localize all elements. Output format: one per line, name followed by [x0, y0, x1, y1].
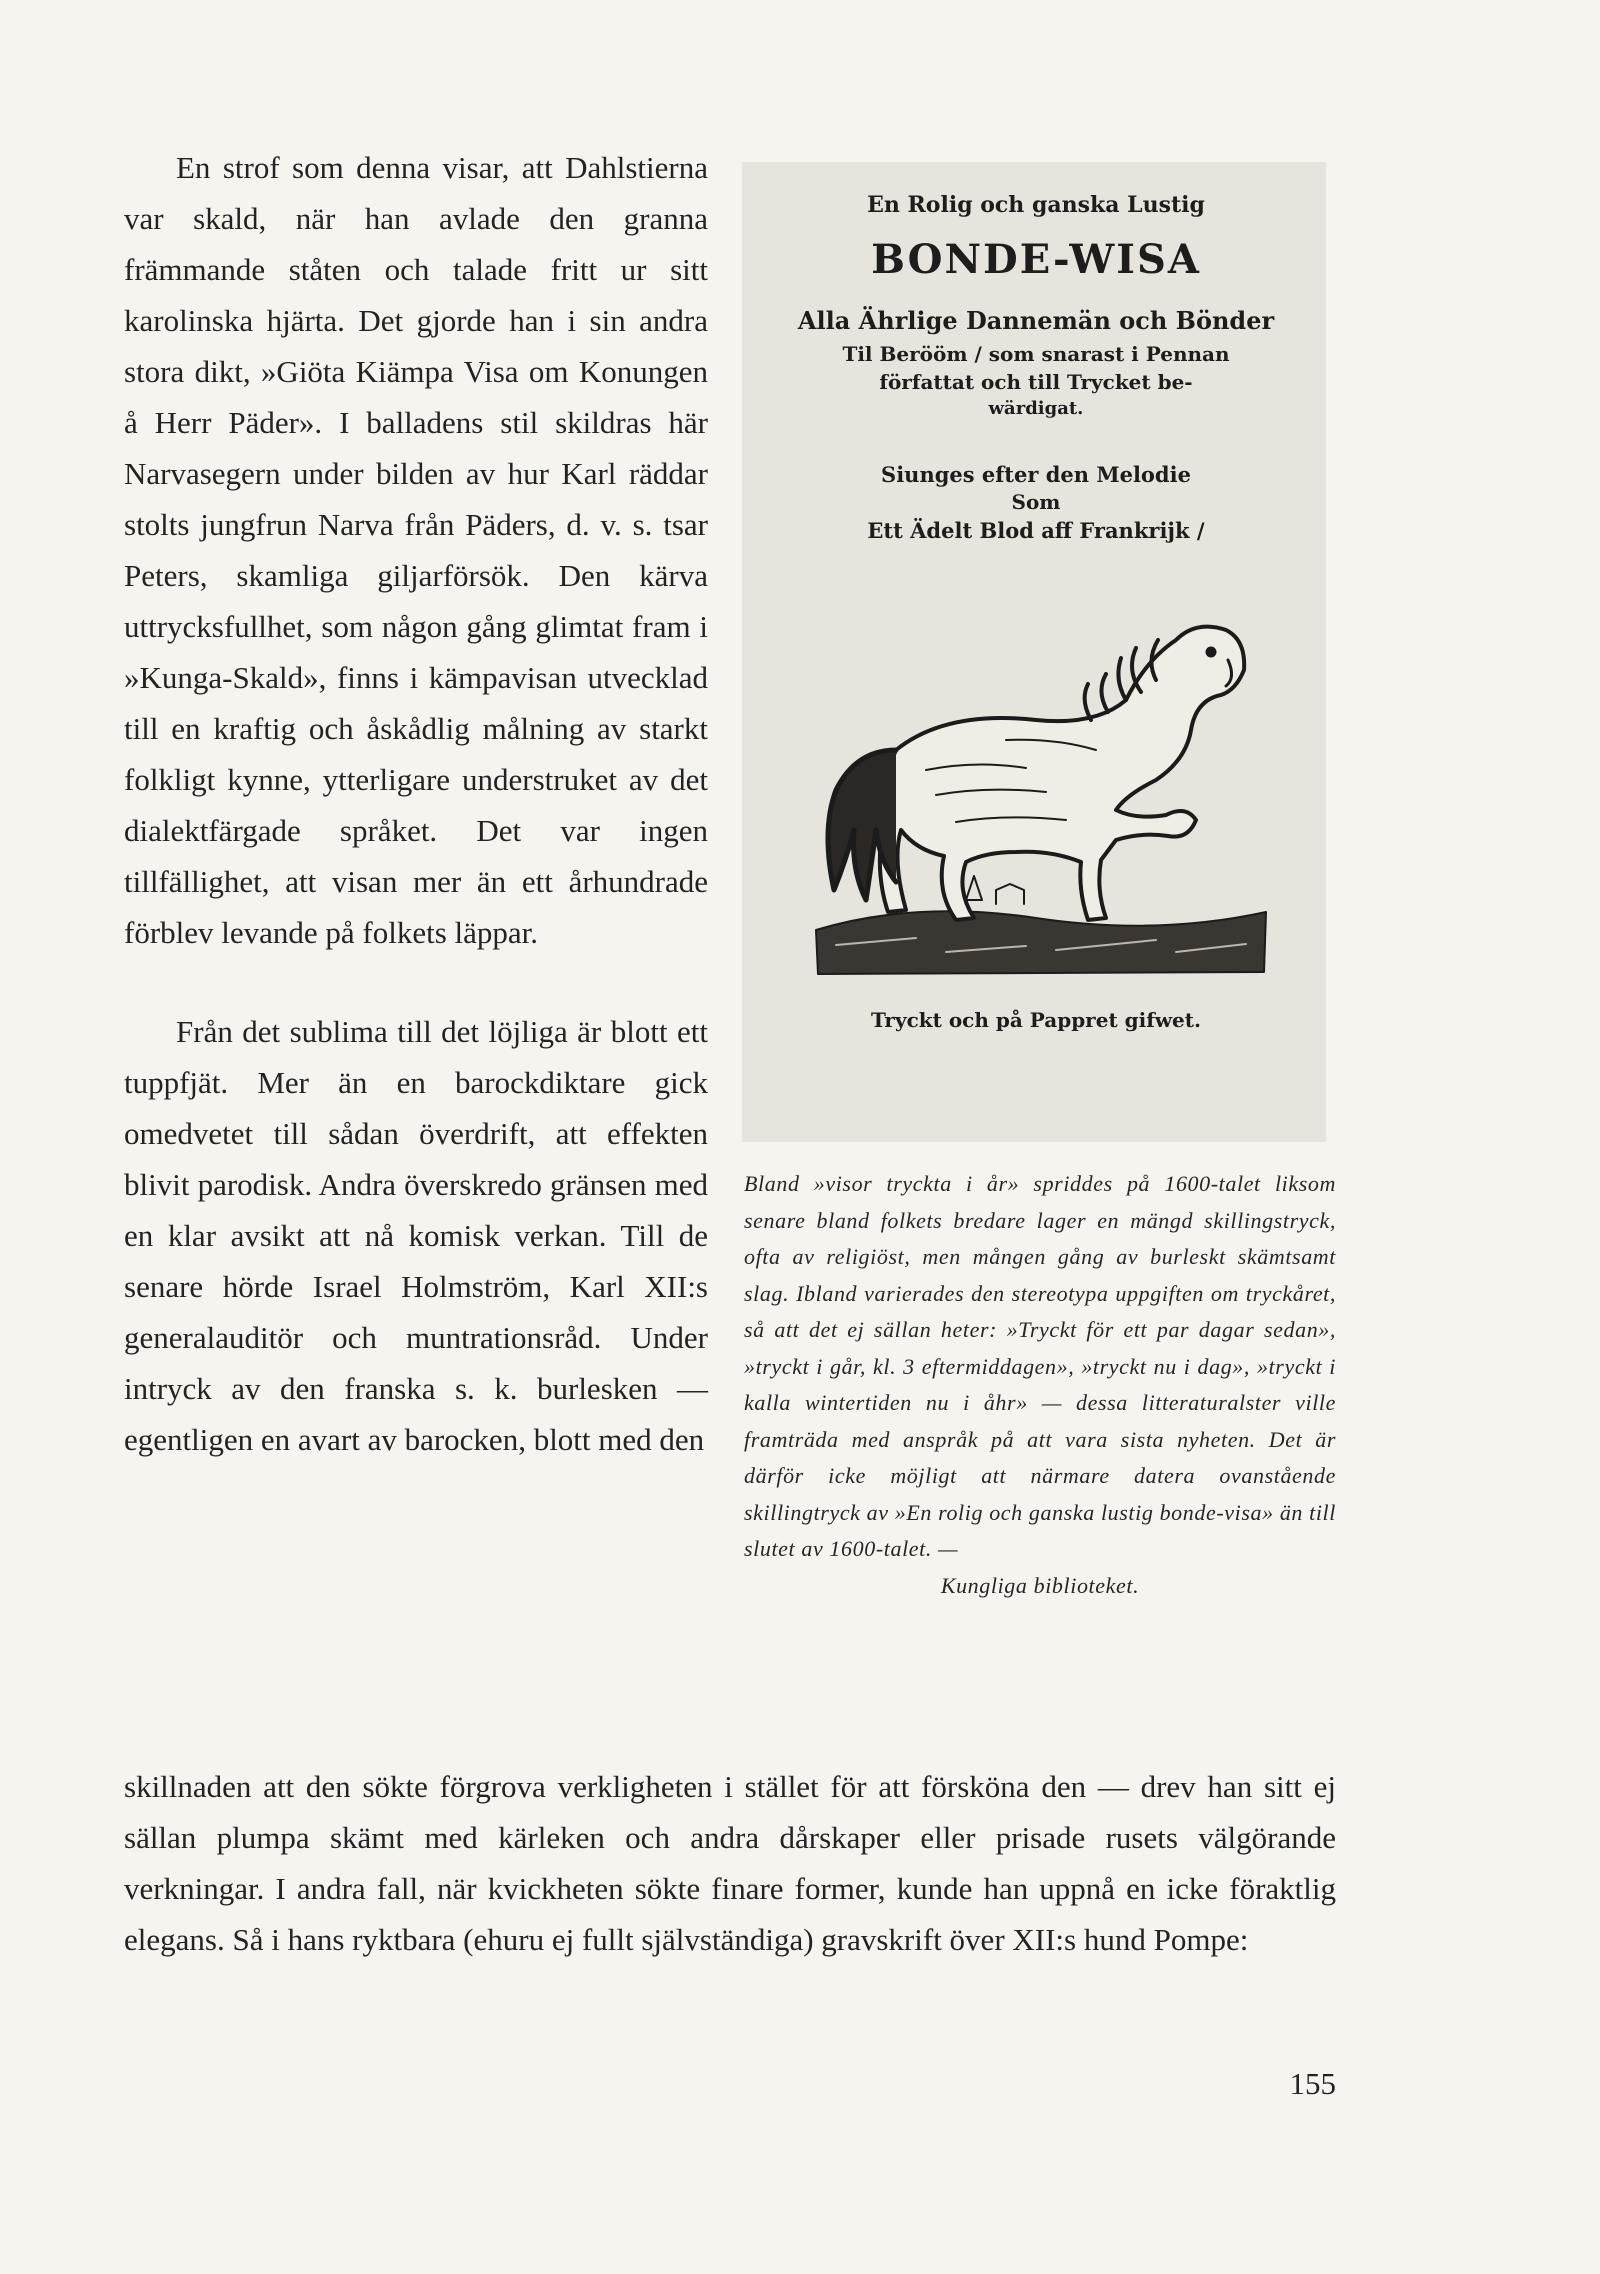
caption-text: Bland »visor tryckta i år» spriddes på 1600-talet liksom senare bland folkets bredare lager en mängd skillingstryck, ofta av religiöst, men mången gång av burleskt skämtsamt slag. Ibland varierades den stereotypa uppgiften om tryckåret, så att det ej sällan heter: »Tryckt för ett par dagar sedan», »tryckt i går, kl. 3 eftermiddagen», »tryckt nu i dag», »tryckt i kalla wintertiden nu i åhr» — dessa litteraturalster ville framträda med anspråk på att vara sista nyheten. Det är därför icke möjligt att närmare datera ovanstående skillingtryck av »En rolig och ganska lustig bonde-visa» än till slutet av 1600-talet. — — [744, 1171, 1336, 1561]
woodcut-line: Til Berööm / som snarast i Pennan — [842, 342, 1230, 366]
paragraph-dahlstierna: En strof som denna visar, att Dahlstierna var skald, när han avlade den granna främmande ståten och talade fritt ur sitt karolinska hjärta. Det gjorde han i sin andra stora dikt, »Giöta Kiämpa Visa om Konungen å Herr Päder». I balladens stil skildras här Narvasegern under bilden av hur Karl räddar stolts jungfrun Narva från Päders, d. v. s. tsar Peters, skamliga giljarförsök. Den kärva uttrycksfullhet, som någon gång glimtat fram i »Kunga-Skald», finns i kämpavisan utvecklad till en kraftig och åskådlig målning av starkt folkligt kynne, ytterligare understruket av det dialektfärgade språket. Det var ingen tillfällighet, att visan mer än ett århundrade förblev levande på folkets läppar. — [124, 150, 708, 950]
figure-caption — [744, 1166, 1336, 1604]
page-number: 155 — [1289, 2066, 1336, 2101]
woodcut-line: En Rolig och ganska Lustig — [867, 192, 1205, 218]
woodcut-title-page — [756, 170, 1316, 1130]
woodcut-line: wärdigat. — [988, 398, 1084, 419]
woodcut-line: Alla Ährlige Dannemän och Bönder — [797, 306, 1275, 335]
broadside-illustration — [742, 162, 1326, 1142]
woodcut-footer: Tryckt och på Pappret gifwet. — [871, 1008, 1201, 1032]
woodcut-title: BONDE-WISA — [871, 236, 1201, 283]
woodcut-line: Ett Ädelt Blod aff Frankrijk / — [867, 518, 1205, 543]
left-text-column — [124, 142, 708, 1465]
horse-woodcut-image — [796, 600, 1276, 990]
woodcut-line: författat och till Trycket be- — [879, 370, 1193, 394]
paragraph-burlesque: Från det sublima till det löjliga är blott ett tuppfjät. Mer än en barockdiktare gick omedvetet till sådan överdrift, att effekten blivit parodisk. Andra överskredo gränsen med en klar avsikt att nå komisk verkan. Till de senare hörde Israel Holmström, Karl XII:s generalauditör och muntrationsråd. Under intryck av den franska s. k. burlesken — egentligen en avart av barocken, blott med den — [124, 1014, 708, 1457]
woodcut-line: Som — [1011, 490, 1061, 514]
woodcut-line: Siunges efter den Melodie — [881, 462, 1191, 487]
caption-credit: Kungliga biblioteket. — [940, 1572, 1140, 1598]
bottom-paragraph: skillnaden att den sökte förgrova verkligheten i stället för att försköna den — drev han sitt ej sällan plumpa skämt med kärleken och andra dårskaper eller prisade rusets välgörande verkningar. I andra fall, när kvickheten sökte finare former, kunde han uppnå en icke föraktlig elegans. Så i hans ryktbara (ehuru ej fullt självständiga) gravskrift över XII:s hund Pompe: — [124, 1769, 1336, 1957]
